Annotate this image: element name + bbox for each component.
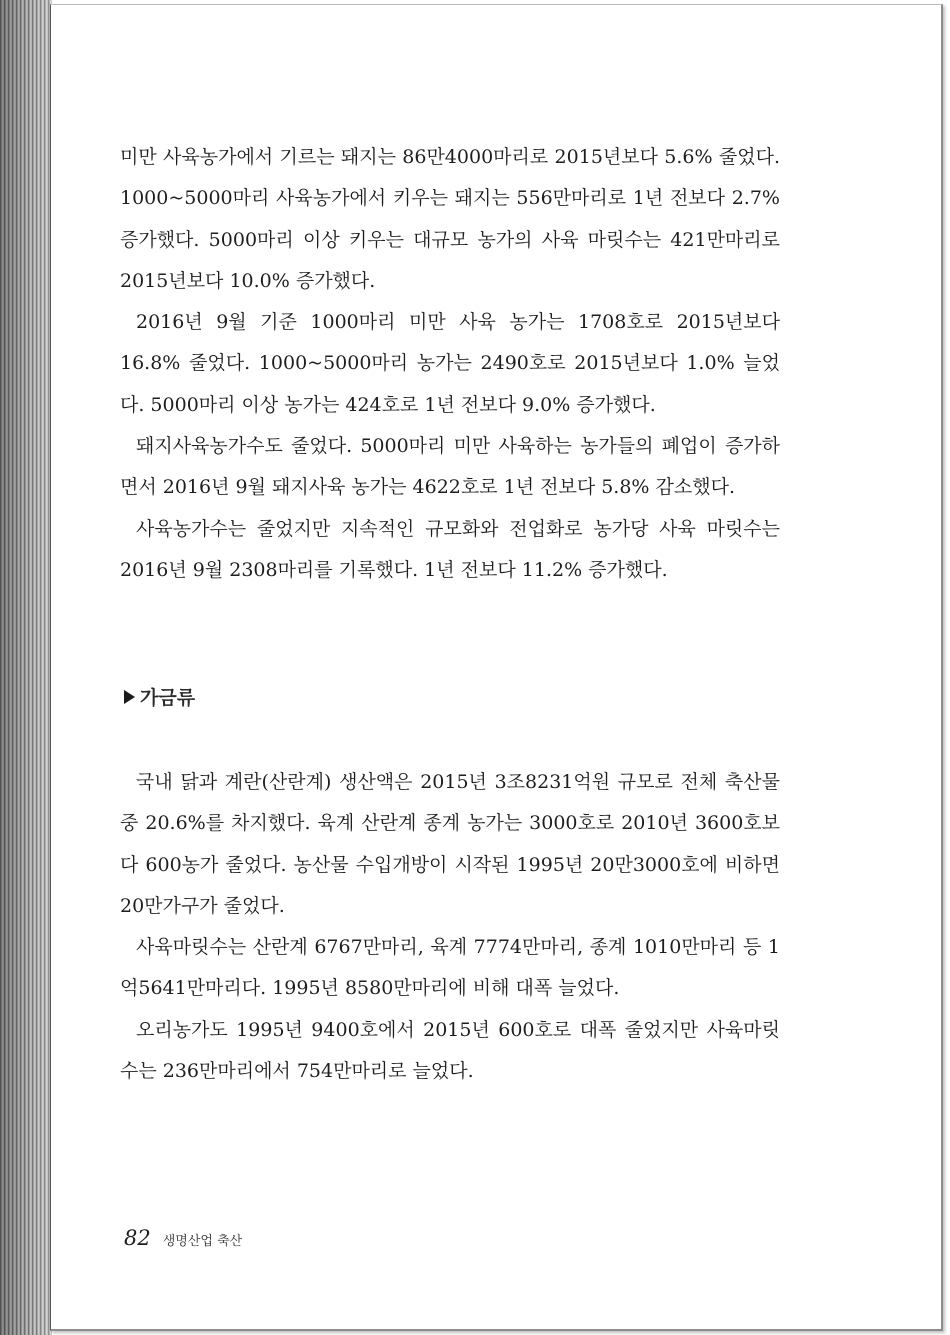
page-number: 82 (124, 1226, 151, 1250)
paragraph-duck-farms: 오리농가도 1995년 9400호에서 2015년 600호로 대폭 줄었지만 사육마릿수는 236만마리에서 754만마리로 늘었다. (120, 1018, 780, 1083)
paragraph-pig-farm-size: 미만 사육농가에서 기르는 돼지는 86만4000마리로 2015년보다 5.6% 줄었다. 1000~5000마리 사육농가에서 키우는 돼지는 556만마리로 1년 전보다 2.7% 증가했다. 5000마리 이상 키우는 대규모 농가의 사육 마릿수는 421만마리로 2015년보다 10.0% 증가했다. (120, 146, 780, 292)
triangle-bullet-icon (124, 690, 135, 704)
page-footer (124, 1226, 242, 1250)
running-title: 생명산업 축산 (162, 1234, 243, 1249)
body-text-bottom (120, 762, 780, 1092)
paragraph-farm-counts: 2016년 9월 기준 1000마리 미만 사육 농가는 1708호로 2015년보다 16.8% 줄었다. 1000~5000마리 농가는 2490호로 2015년보다 1.0% 늘었다. 5000마리 이상 농가는 424호로 1년 전보다 9.0% 증가했다. (120, 311, 780, 416)
book-edge-shadow (0, 0, 52, 1335)
section-heading-poultry (124, 683, 195, 710)
paragraph-poultry-production: 국내 닭과 계란(산란계) 생산액은 2015년 3조8231억원 규모로 전체 축산물 중 20.6%를 차지했다. 육계 산란계 종계 농가는 3000호로 2010년 3600호보다 600농가 줄었다. 농산물 수입개방이 시작된 1995년 20만3000호에 비하면 20만가구가 줄었다. (120, 771, 780, 917)
paragraph-heads-per-farm: 사육농가수는 줄었지만 지속적인 규모화와 전업화로 농가당 사육 마릿수는 2016년 9월 2308마리를 기록했다. 1년 전보다 11.2% 증가했다. (120, 517, 780, 581)
paragraph-farm-decline: 돼지사육농가수도 줄었다. 5000마리 미만 사육하는 농가들의 폐업이 증가하면서 2016년 9월 돼지사육 농가는 4622호로 1년 전보다 5.8% 감소했다. (120, 435, 780, 499)
section-heading-label: 가금류 (140, 687, 196, 709)
body-text-top (120, 137, 780, 591)
paragraph-poultry-heads: 사육마릿수는 산란계 6767만마리, 육계 7774만마리, 종계 1010만마리 등 1억5641만마리다. 1995년 8580만마리에 비해 대폭 늘었다. (120, 936, 780, 1000)
